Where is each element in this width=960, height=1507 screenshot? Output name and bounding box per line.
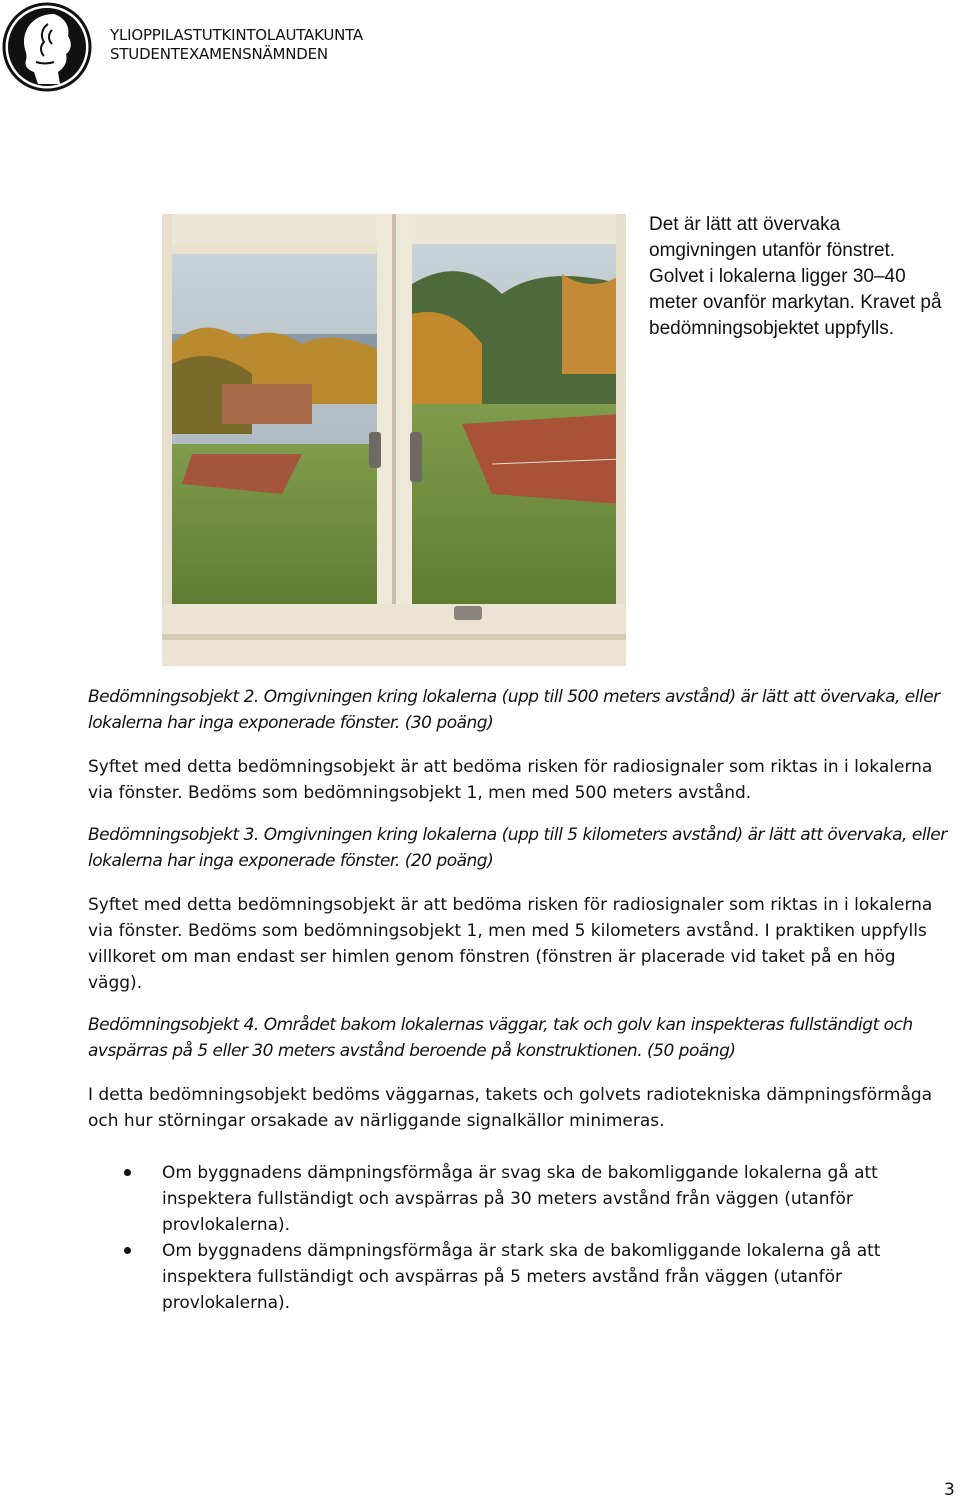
bullet-icon [124, 1247, 131, 1254]
section-2-label: Bedömningsobjekt 2. [88, 687, 259, 707]
section-3-heading [88, 822, 948, 874]
section-3-label: Bedömningsobjekt 3. [88, 825, 259, 845]
section-2-points: (30 poäng) [404, 713, 494, 733]
section-3-criterion: Omgivningen kring lokalerna (upp till 5 kilometers avstånd) är lätt att övervaka, eller lokalerna har inga exponerade fönster. [88, 825, 947, 871]
window-view-photo [162, 214, 626, 666]
section-2-heading [88, 684, 948, 736]
list-item [88, 1160, 948, 1238]
page-number: 3 [944, 1480, 955, 1500]
list-item-text: Om byggnadens dämpningsförmåga är svag ska de bakomliggande lokalerna gå att inspektera fullständigt och avspärras på 30 meters avstånd från väggen (utanför provlokalerna). [162, 1163, 878, 1235]
section-4-heading [88, 1012, 948, 1064]
bullet-list [88, 1160, 948, 1316]
section-2-criterion: Omgivningen kring lokalerna (upp till 500 meters avstånd) är lätt att övervaka, eller lokalerna har inga exponerade fönster. [88, 687, 940, 733]
org-name-fi: YLIOPPILASTUTKINTOLAUTAKUNTA [110, 26, 363, 44]
section-2-body: Syftet med detta bedömningsobjekt är att bedöma risken för radiosignaler som riktas in i lokalerna via fönster. Bedöms som bedömningsobjekt 1, men med 500 meters avstånd. [88, 757, 933, 803]
section-4-criterion: Området bakom lokalernas väggar, tak och golv kan inspekteras fullständigt och avspärras på 5 eller 30 meters avstånd beroende på konstruktionen. [88, 1015, 913, 1061]
org-name-sv: STUDENTEXAMENSNÄMNDEN [110, 45, 328, 63]
section-3-points: (20 poäng) [404, 851, 494, 871]
section-4-points: (50 poäng) [647, 1041, 736, 1061]
section-4-body: I detta bedömningsobjekt bedöms väggarnas, takets och golvets radiotekniska dämpningsförmåga och hur störningar orsakade av närliggande signalkällor minimeras. [88, 1085, 933, 1131]
bullet-icon [124, 1169, 131, 1176]
list-item-text: Om byggnadens dämpningsförmåga är stark ska de bakomliggande lokalerna gå att inspektera fullständigt och avspärras på 5 meters avstånd från väggen (utanför provlokalerna). [162, 1241, 881, 1313]
document-body [88, 684, 948, 1316]
photo-caption: Det är lätt att övervaka omgivningen utanför fönstret. Golvet i lokalerna ligger 30–40 meter ovanför markytan. Kravet på bedömningsobjektet uppfylls. [649, 214, 942, 339]
board-logo-icon [2, 2, 92, 92]
section-3-body: Syftet med detta bedömningsobjekt är att bedöma risken för radiosignaler som riktas in i lokalerna via fönster. Bedöms som bedömningsobjekt 1, men med 5 kilometers avstånd. I praktiken uppfylls villkoret om man endast ser himlen genom fönstren (fönstren är placerade vid taket på en hög vägg). [88, 895, 933, 993]
organization-name [110, 26, 363, 64]
section-4-label: Bedömningsobjekt 4. [88, 1015, 259, 1035]
list-item [88, 1238, 948, 1316]
